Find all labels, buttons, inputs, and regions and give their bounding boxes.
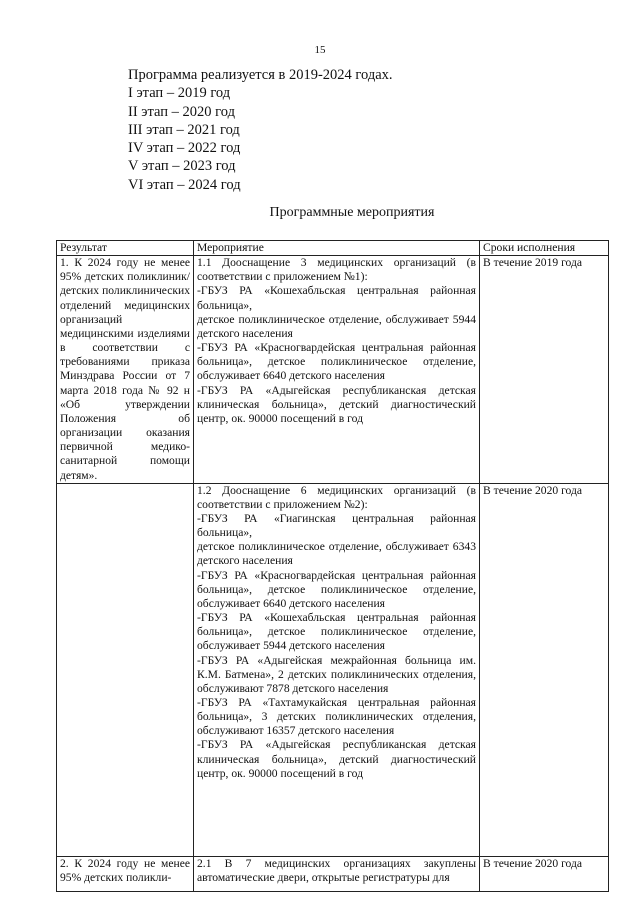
stage-line: II этап – 2020 год — [128, 103, 235, 120]
table-header-row — [57, 241, 609, 256]
event-line: -ГБУЗ РА «Красногвардейская центральная районная больница», детское поликлиническое отделение, обслуживает 6640 детского населения — [197, 568, 476, 610]
event-line: детское поликлиническое отделение, обслуживает 5944 детского населения — [197, 312, 476, 340]
program-events-table — [56, 240, 609, 892]
event-cell — [194, 256, 480, 484]
page-number: 15 — [314, 44, 326, 56]
event-line: -ГБУЗ РА «Адыгейская республиканская детская клиническая больница», детский диагностический центр, ок. 90000 посещений в год — [197, 738, 476, 780]
section-title: Программные мероприятия — [269, 205, 435, 220]
event-line: 2.1 В 7 медицинских организациях закуплены автоматические двери, открытые регистратуры для — [197, 856, 476, 884]
table-row — [57, 856, 609, 891]
program-intro: Программа реализуется в 2019-2024 годах. — [128, 67, 393, 83]
header-term: Сроки исполнения — [480, 241, 609, 256]
event-line: -ГБУЗ РА «Кошехабльская центральная районная больница», — [197, 284, 476, 312]
header-event: Мероприятие — [194, 241, 480, 256]
stage-line: V этап – 2023 год — [128, 158, 236, 175]
stage-line: IV этап – 2022 год — [128, 140, 241, 157]
event-cell — [194, 856, 480, 891]
table-row — [57, 256, 609, 484]
table-row — [57, 483, 609, 856]
event-cell — [194, 483, 480, 856]
program-period-block — [128, 66, 393, 194]
stage-line: VI этап – 2024 год — [128, 176, 241, 193]
term-cell: В течение 2019 года — [480, 256, 609, 484]
term-cell: В течение 2020 года — [480, 856, 609, 891]
header-result: Результат — [57, 241, 194, 256]
stage-line: I этап – 2019 год — [128, 85, 231, 102]
event-line: 1.1 Дооснащение 3 медицинских организаций (в соответствии с приложением №1): — [197, 256, 476, 284]
result-cell: 1. К 2024 году не менее 95% детских поликлиник/детских поликлинических отделений медицинских организаций медицинскими изделиями в соответствии с требованиями приказа Минздрава России от 7 марта 2018 года № 92 н «Об утверждении Положения об организации оказания первичной медико-санитарной помощи детям». — [57, 256, 194, 484]
event-line: -ГБУЗ РА «Кошехабльская центральная районная больница», детское поликлиническое отделение, обслуживает 5944 детского населения — [197, 611, 476, 653]
stage-line: III этап – 2021 год — [128, 121, 240, 138]
result-cell: 2. К 2024 году не менее 95% детских поликли- — [57, 856, 194, 891]
term-cell: В течение 2020 года — [480, 483, 609, 856]
event-line: -ГБУЗ РА «Адыгейская республиканская детская клиническая больница», детский диагностический центр, ок. 90000 посещений в год — [197, 383, 476, 425]
result-cell — [57, 483, 194, 856]
event-line: детское поликлиническое отделение, обслуживает 6343 детского населения — [197, 540, 476, 568]
event-line: -ГБУЗ РА «Адыгейская межрайонная больница им. К.М. Батмена», 2 детских поликлинических отделения, обслуживают 7878 детского населения — [197, 653, 476, 695]
event-line: -ГБУЗ РА «Красногвардейская центральная районная больница», детское поликлиническое отделение, обслуживает 6640 детского населения — [197, 341, 476, 383]
event-line: -ГБУЗ РА «Тахтамукайская центральная районная больница», 3 детских поликлинических отделения, обслуживают 16357 детского населения — [197, 696, 476, 738]
event-line: -ГБУЗ РА «Гиагинская центральная районная больница», — [197, 511, 476, 540]
event-line: 1.2 Дооснащение 6 медицинских организаций (в соответствии с приложением №2): — [197, 483, 476, 511]
